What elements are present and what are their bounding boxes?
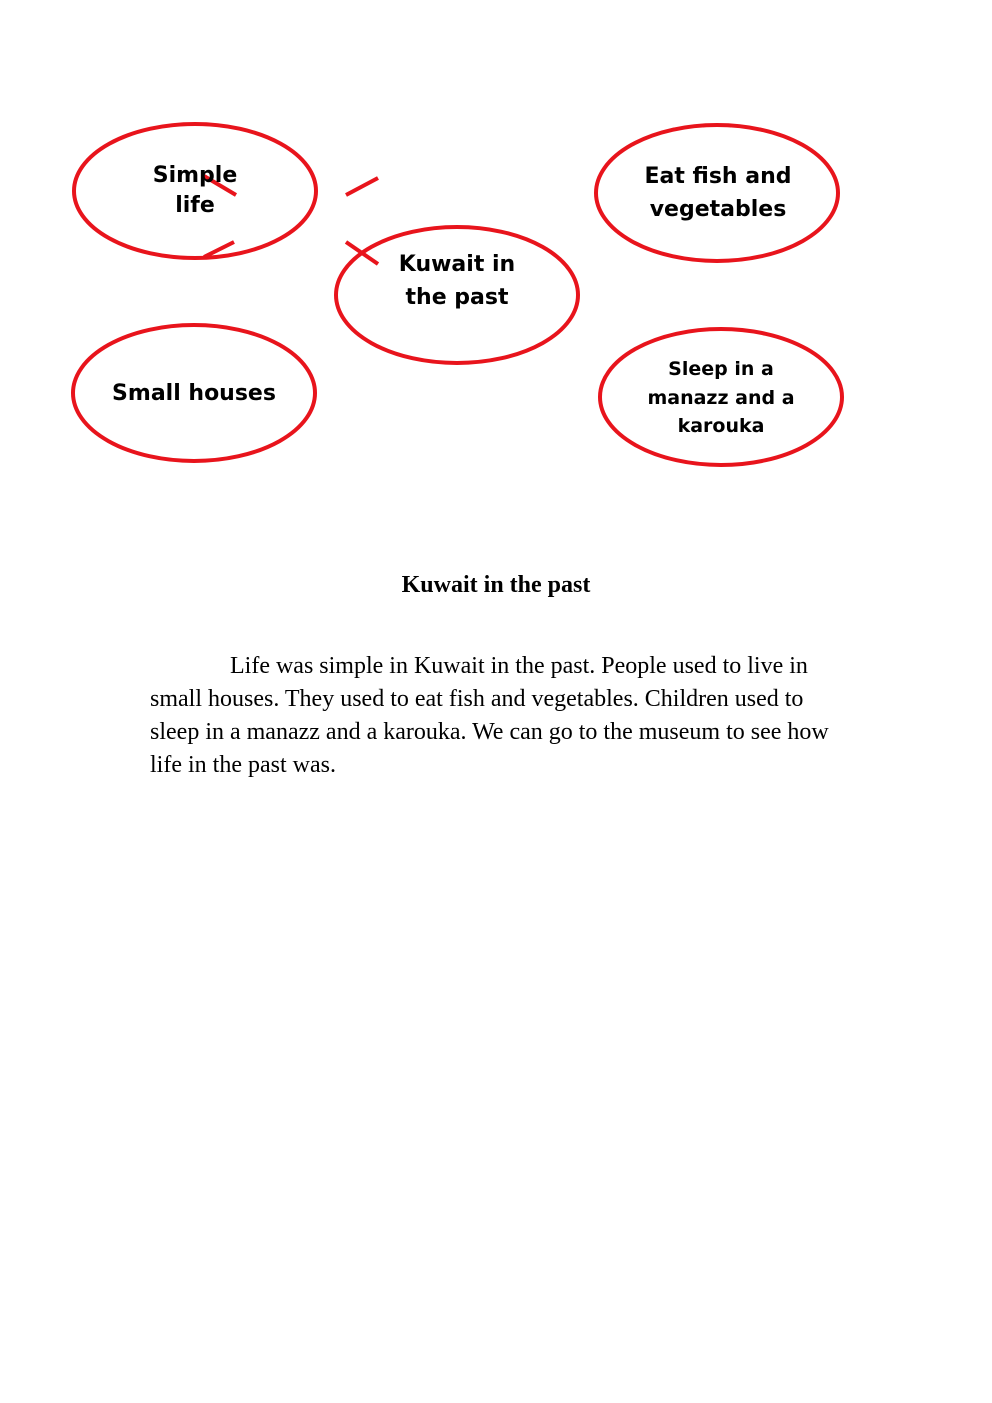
label-center: Kuwait in the past — [398, 252, 516, 310]
essay-body: Life was simple in Kuwait in the past. People used to live in small houses. They used to eat fish and vegetables. Children used to sleep in a manazz and a karouka. We can go to the museum to see how life in the past was. — [150, 653, 829, 778]
label-eat-fish: Eat fish and vegetables — [644, 164, 792, 222]
label-simple-life: Simple life — [152, 163, 238, 218]
connector-stroke — [346, 178, 378, 195]
label-small-houses: Small houses — [112, 381, 276, 406]
essay-title: Kuwait in the past — [401, 572, 591, 598]
label-sleep: Sleep in a manazz and a karouka — [647, 358, 795, 438]
